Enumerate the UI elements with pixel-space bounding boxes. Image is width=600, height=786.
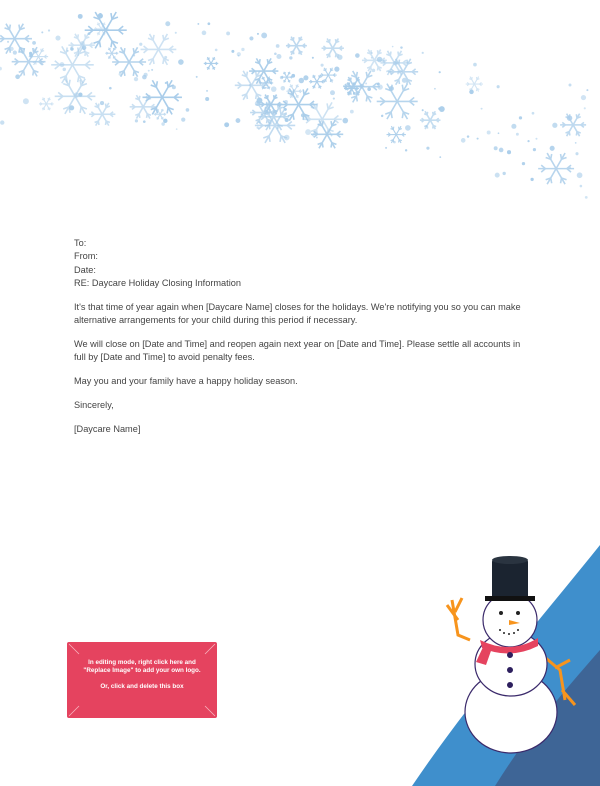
date-line: Date: <box>74 264 96 275</box>
paragraph-3: May you and your family have a happy holiday season. <box>74 376 298 387</box>
logo-placeholder[interactable] <box>67 642 217 718</box>
logo-instructions: In editing mode, right click here and "Replace Image" to add your own logo. <box>83 659 201 674</box>
subject-line: RE: Daycare Holiday Closing Information <box>74 277 241 288</box>
letter-body <box>74 237 534 447</box>
closing: Sincerely, <box>74 400 114 411</box>
to-line: To: <box>74 238 87 248</box>
logo-delete-hint: Or, click and delete this box <box>100 683 184 690</box>
from-line: From: <box>74 251 98 262</box>
signature: [Daycare Name] <box>74 424 141 435</box>
paragraph-2: We will close on [Date and Time] and reopen again next year on [Date and Time]. Please settle all accounts in full by [Date and Time] to avoid penalty fees. <box>74 339 521 363</box>
paragraph-1: It's that time of year again when [Daycare Name] closes for the holidays. We're notifying you so you can make alternative arrangements for your child during this period if necessary. <box>74 302 521 326</box>
letter-header <box>74 237 534 290</box>
